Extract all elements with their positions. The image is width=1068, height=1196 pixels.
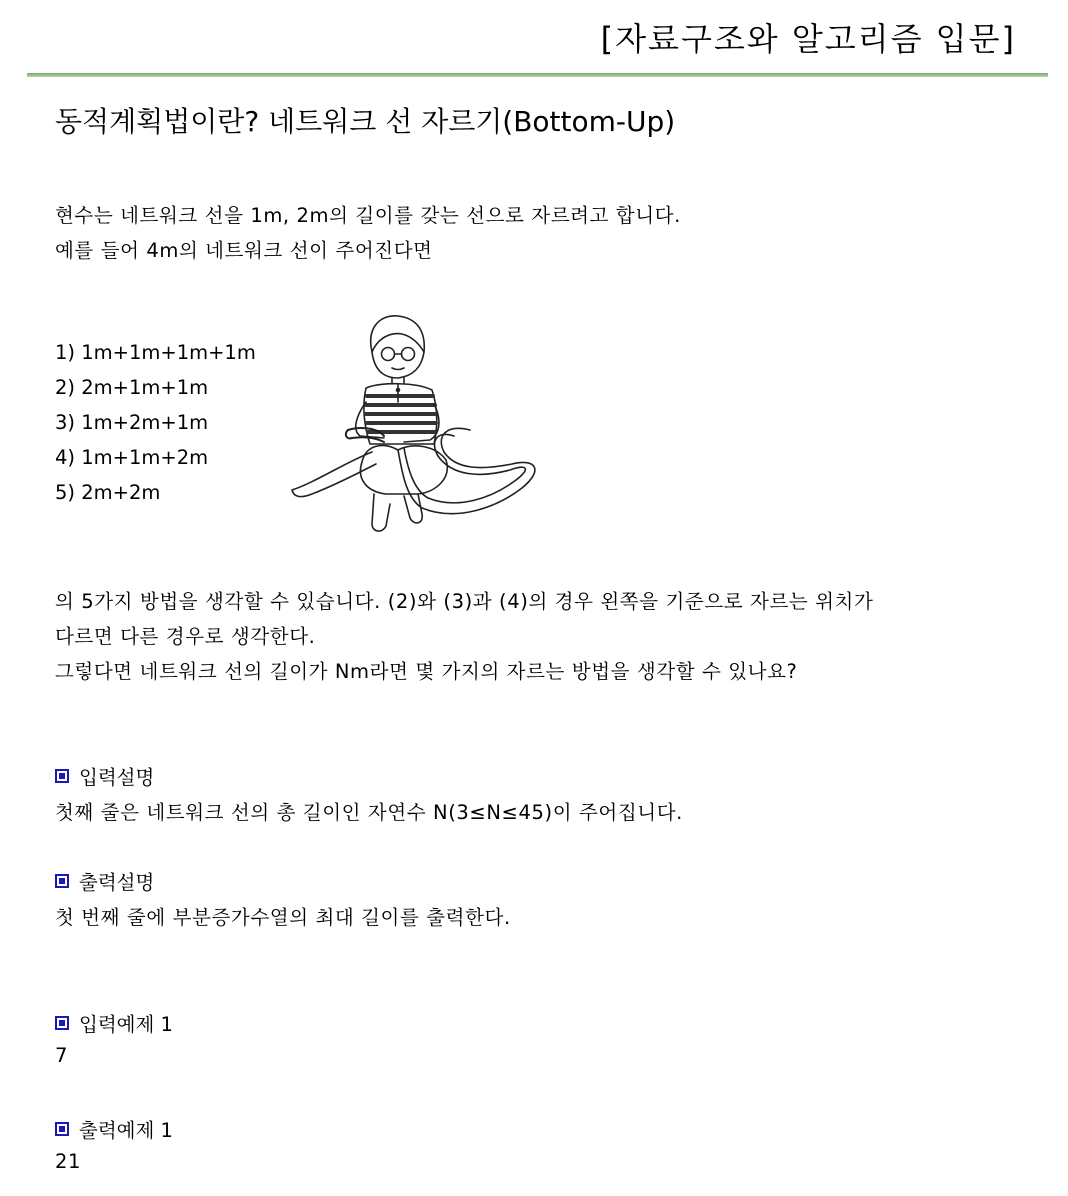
input-example-label: 입력예제 1 [79, 1013, 173, 1036]
option-item: 3) 1m+2m+1m [55, 411, 209, 434]
filled-square-icon [55, 1016, 69, 1030]
option-item: 4) 1m+1m+2m [55, 446, 209, 469]
output-example-heading [55, 1115, 173, 1143]
input-example-heading [55, 1009, 173, 1037]
filled-square-icon [55, 769, 69, 783]
option-item: 2) 2m+1m+1m [55, 376, 209, 399]
option-item: 5) 2m+2m [55, 481, 161, 504]
after-line-1: 의 5가지 방법을 생각할 수 있습니다. (2)와 (3)과 (4)의 경우 왼쪽을 기준으로 자르는 위치가 [55, 590, 874, 613]
output-desc-text: 첫 번째 줄에 부분증가수열의 최대 길이를 출력한다. [55, 906, 511, 929]
intro-line-2: 예를 들어 4m의 네트워크 선이 주어진다면 [55, 239, 433, 262]
filled-square-icon [55, 1122, 69, 1136]
intro-line-1: 현수는 네트워크 선을 1m, 2m의 길이를 갖는 선으로 자르려고 합니다. [55, 204, 681, 227]
output-desc-label: 출력설명 [79, 871, 155, 894]
option-item: 1) 1m+1m+1m+1m [55, 341, 256, 364]
filled-square-icon [55, 874, 69, 888]
input-desc-label: 입력설명 [79, 766, 155, 789]
after-line-2: 다르면 다른 경우로 생각한다. [55, 625, 316, 648]
header-title: [자료구조와 알고리즘 입문] [600, 20, 1016, 58]
input-desc-text: 첫째 줄은 네트워크 선의 총 길이인 자연수 N(3≤N≤45)이 주어집니다. [55, 801, 683, 824]
page-title: 동적계획법이란? 네트워크 선 자르기(Bottom-Up) [55, 105, 676, 138]
output-example-label: 출력예제 1 [79, 1119, 173, 1142]
after-line-3: 그렇다면 네트워크 선의 길이가 Nm라면 몇 가지의 자르는 방법을 생각할 수 있나요? [55, 660, 798, 683]
input-example-value: 7 [55, 1044, 69, 1067]
header-divider [27, 73, 1048, 77]
output-example-value: 21 [55, 1150, 82, 1173]
input-desc-heading [55, 762, 154, 790]
child-cutting-cable-illustration [286, 312, 548, 544]
output-desc-heading [55, 867, 154, 895]
